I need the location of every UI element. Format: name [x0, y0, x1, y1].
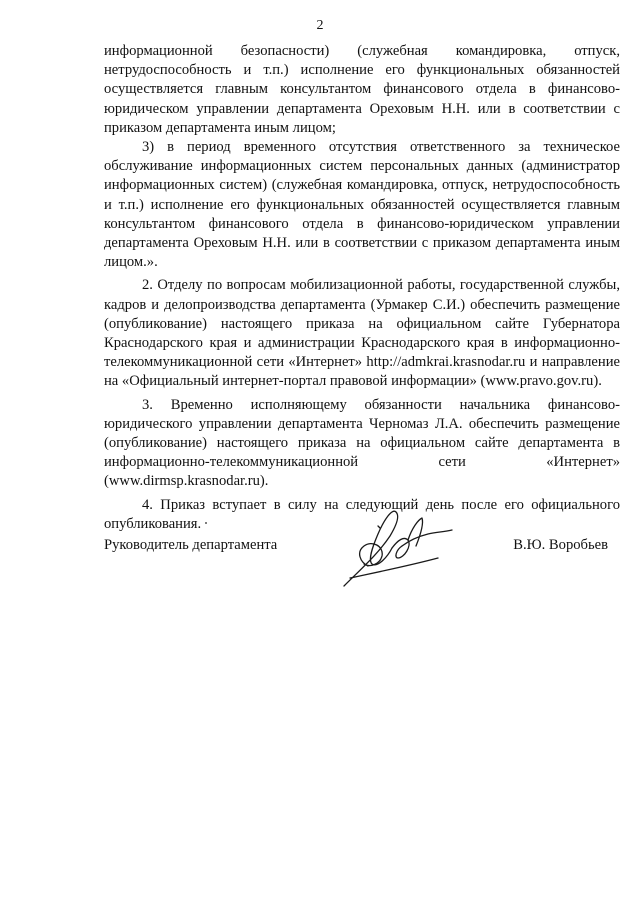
paragraph-clause-4: 4. Приказ вступает в силу на следующий день после его официального опубликования. — [104, 496, 620, 532]
signatory-name: В.Ю. Воробьев — [513, 537, 608, 553]
paragraph-clause-2: 2. Отделу по вопросам мобилизационной работы, государственной службы, кадров и делопроизводства департамента (Урмакер С.И.) обеспечить размещение (опубликование) настоящего приказа на официальном сайте Губернатора Краснодарского края и администрации Краснодарского края в информационно-телекоммуникационной сети «Интернет» http://admkrai.krasnodar.ru и направление на «Официальный интернет-портал правовой информации» (www.pravo.gov.ru). — [104, 277, 620, 390]
signatory-position: Руководитель департамента — [104, 537, 278, 553]
handwritten-signature-icon — [338, 506, 456, 592]
paragraph-continuation: информационной безопасности) (служебная командировка, отпуск, нетрудоспособность и т.п.) исполнение его функциональных обязанностей осуществляется главным консультантом финансового отдела в финансово-юридическом управлении департамента Ореховым Н.Н. или в соответствии с приказом департамента иным лицом; — [104, 43, 620, 136]
page-number: 2 — [316, 18, 324, 33]
document-body — [104, 42, 620, 534]
ink-dot — [205, 522, 207, 524]
paragraph-clause-3: 3. Временно исполняющему обязанности начальника финансово-юридического управлении департамента Черномаз Л.А. обеспечить размещение (опубликование) настоящего приказа на официальном сайте департамента в информационно-телекоммуникационной сети «Интернет» (www.dirmsp.krasnodar.ru). — [104, 396, 620, 490]
paragraph-item-3: 3) в период временного отсутствия ответственного за техническое обслуживание информационных систем персональных данных (администратор информационных систем) (служебная командировка, отпуск, нетрудоспособность и т.п.) исполнение его функциональных обязанностей осуществляется главным консультантом финансового отдела в финансово-юридическом управлении департамента Ореховым Н.Н. или в соответствии с приказом департамента иным лицом.». — [104, 139, 620, 271]
